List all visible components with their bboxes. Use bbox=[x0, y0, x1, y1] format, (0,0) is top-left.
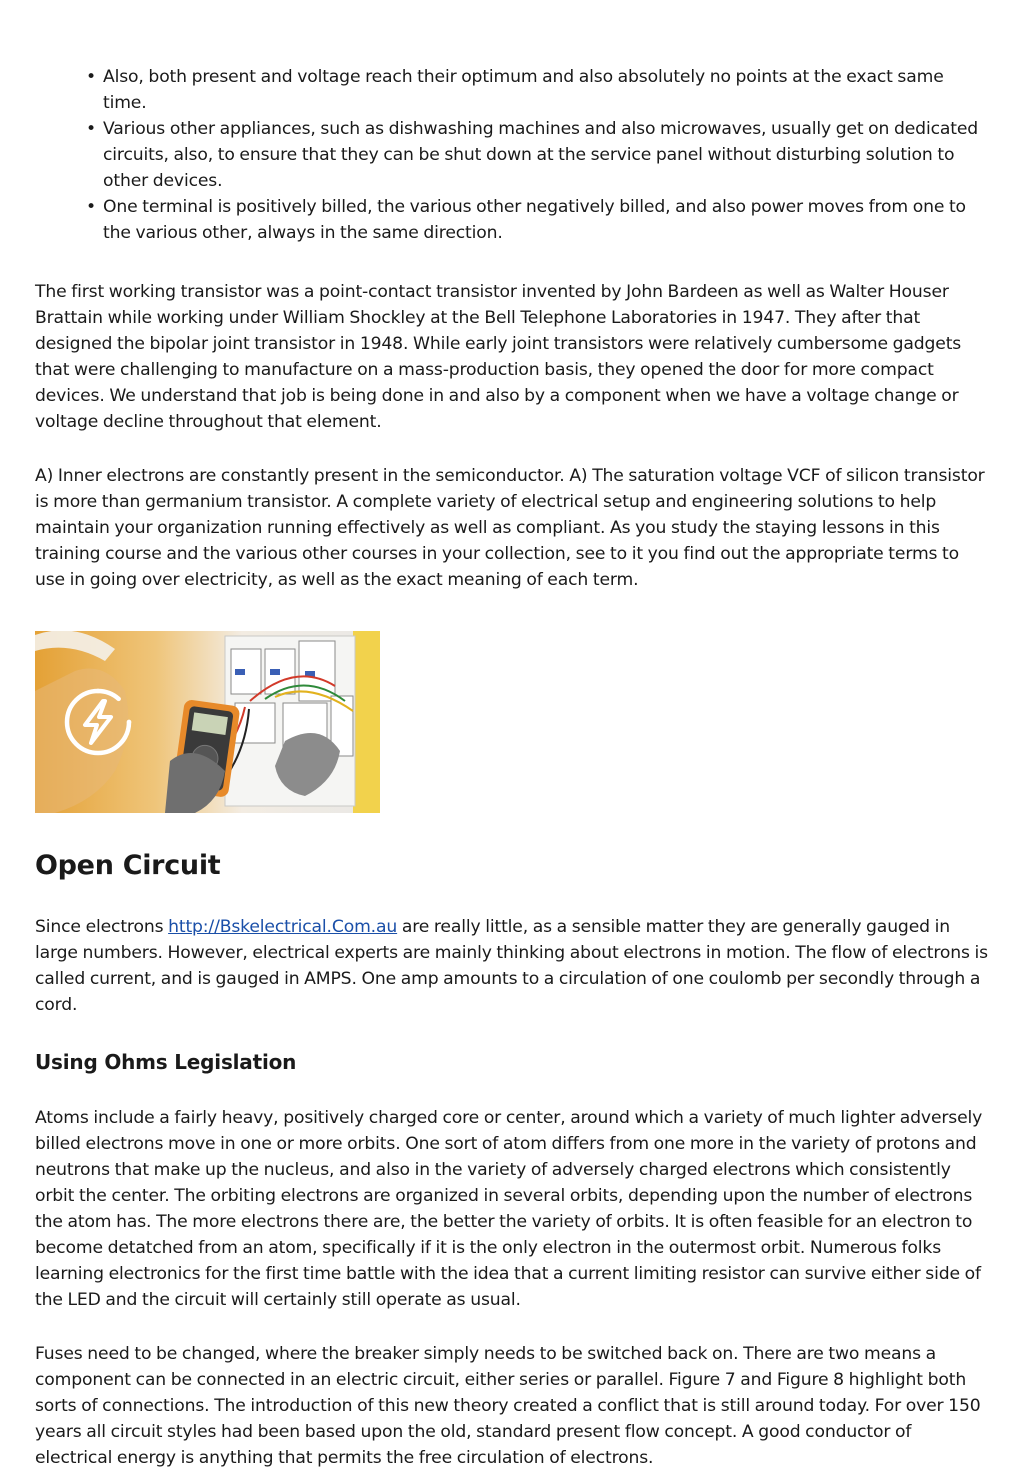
bskelectrical-link[interactable]: http://Bskelectrical.Com.au bbox=[168, 917, 398, 937]
paragraph-text-before-link: Since electrons bbox=[35, 917, 169, 937]
electrician-photo bbox=[35, 631, 380, 813]
paragraph-fuses: Fuses need to be changed, where the breaker simply needs to be switched back on. There are two means a component can be connected in an electric circuit, either series or parallel. Figure 7 and Figure 8 highlight both sorts of connections. The introduction of this new theory created a conflict that is still around today. For over 150 years all circuit styles had been based upon the old, standard present flow concept. A good conductor of electrical energy is anything that permits the free circulation of electrons. bbox=[35, 1344, 981, 1468]
bullet-marker: • bbox=[86, 67, 96, 87]
paragraph-text-after-link: are really little, as a sensible matter they are generally gauged in large numbers. However, electrical experts are mainly thinking about electrons in motion. The flow of electrons is called current, and is gauged in AMPS. One amp amounts to a circulation of one coulomb per secondly through a cord. bbox=[35, 917, 988, 1015]
list-item bbox=[86, 64, 990, 116]
heading-using-ohms-legislation: Using Ohms Legislation bbox=[35, 1050, 297, 1074]
bullet-marker: • bbox=[86, 119, 96, 139]
bullet-list bbox=[35, 64, 990, 246]
list-item-text: Various other appliances, such as dishwashing machines and also microwaves, usually get on dedicated circuits, also, to ensure that they can be shut down at the service panel without disturbing solution to other devices. bbox=[103, 119, 979, 191]
document-page bbox=[35, 0, 990, 1471]
bullet-marker: • bbox=[86, 197, 96, 217]
list-item bbox=[86, 116, 990, 194]
heading-open-circuit: Open Circuit bbox=[35, 850, 221, 881]
list-item-text: One terminal is positively billed, the various other negatively billed, and also power moves from one to the various other, always in the same direction. bbox=[103, 197, 966, 243]
list-item bbox=[86, 194, 990, 246]
paragraph-atoms: Atoms include a fairly heavy, positively charged core or center, around which a variety of much lighter adversely billed electrons move in one or more orbits. One sort of atom differs from one more in the variety of protons and neutrons that make up the nucleus, and also in the variety of adversely charged electrons which consistently orbit the center. The orbiting electrons are organized in several orbits, depending upon the number of electrons the atom has. The more electrons there are, the better the variety of orbits. It is often feasible for an electron to become detatched from an atom, specifically if it is the only electron in the outermost orbit. Numerous folks learning electronics for the first time battle with the idea that a current limiting resistor can survive either side of the LED and the circuit will certainly still operate as usual. bbox=[35, 1108, 983, 1310]
list-item-text: Also, both present and voltage reach their optimum and also absolutely no points at the exact same time. bbox=[103, 67, 944, 113]
paragraph-transistor-history: The first working transistor was a point-contact transistor invented by John Bardeen as well as Walter Houser Brattain while working under William Shockley at the Bell Telephone Laboratories in 1947. They after that designed the bipolar joint transistor in 1948. While early joint transistors were relatively cumbersome gadgets that were challenging to manufacture on a mass-production basis, they opened the door for more compact devices. We understand that job is being done in and also by a component when we have a voltage change or voltage decline throughout that element. bbox=[35, 282, 962, 432]
paragraph-inner-electrons: A) Inner electrons are constantly present in the semiconductor. A) The saturation voltage VCF of silicon transistor is more than germanium transistor. A complete variety of electrical setup and engineering solutions to help maintain your organization running effectively as well as compliant. As you study the staying lessons in this training course and the various other courses in your collection, see to it you find out the appropriate terms to use in going over electricity, as well as the exact meaning of each term. bbox=[35, 466, 985, 590]
lightning-bolt-icon bbox=[63, 687, 133, 757]
paragraph-electrons-current bbox=[35, 914, 990, 1018]
